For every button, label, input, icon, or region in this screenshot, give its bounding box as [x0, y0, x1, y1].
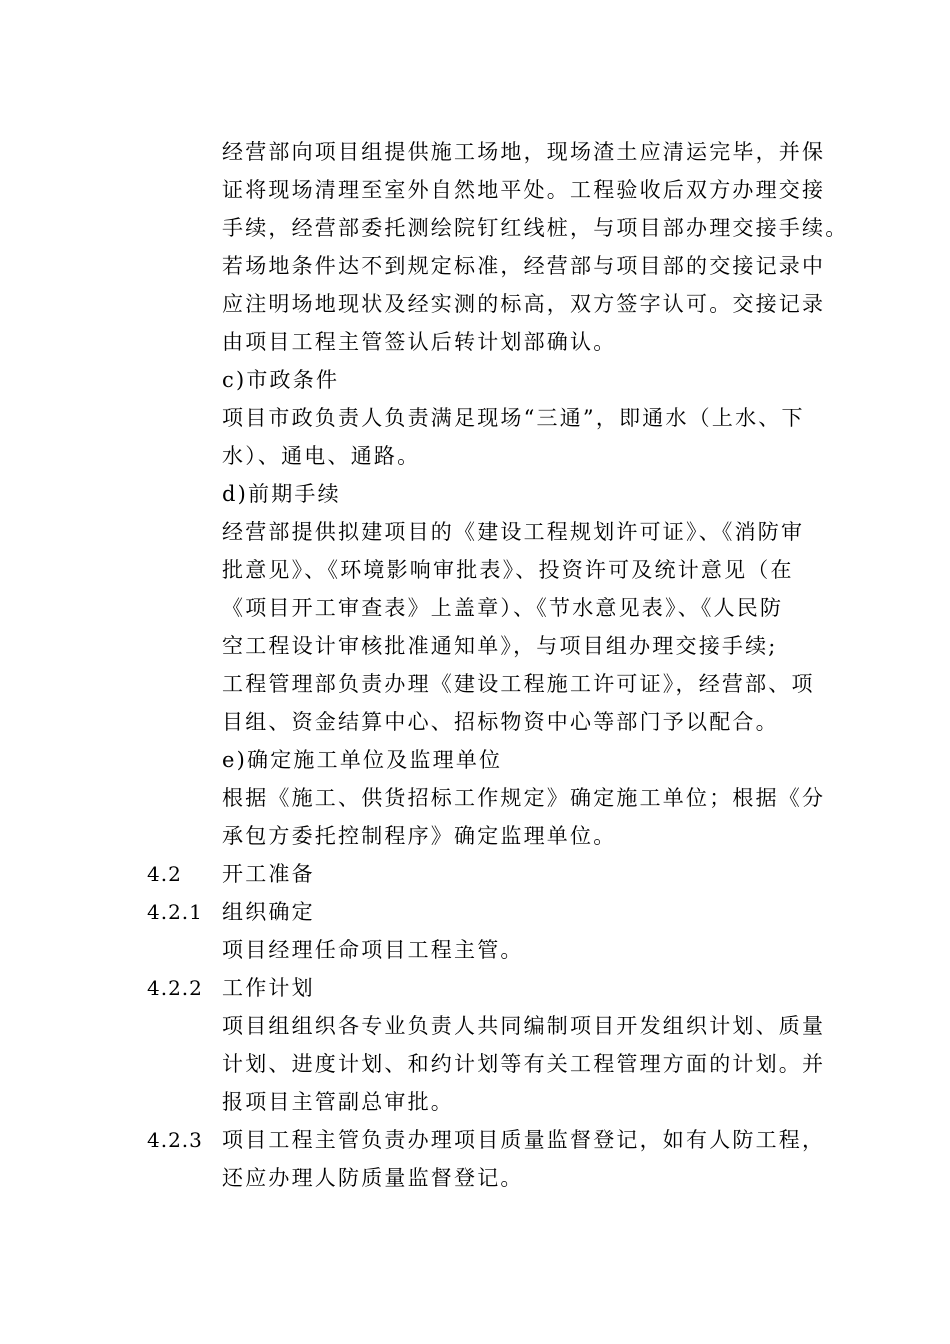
paragraph-line: 若场地条件达不到规定标准，经营部与项目部的交接记录中 [222, 254, 826, 278]
subsection-title-e: e)确定施工单位及监理单位 [222, 748, 503, 772]
section-number: 4.2 [147, 862, 182, 886]
section-number: 4.2.3 [147, 1128, 203, 1152]
paragraph-line: 目组、资金结算中心、招标物资中心等部门予以配合。 [222, 710, 779, 734]
paragraph-line: 证将现场清理至室外自然地平处。工程验收后双方办理交接 [222, 178, 826, 202]
paragraph-line: 经营部提供拟建项目的《建设工程规划许可证》、《消防审 [222, 520, 805, 544]
paragraph-line: 《项目开工审查表》上盖章）、《节水意见表》、《人民防 [222, 596, 784, 620]
paragraph-line: 项目工程主管负责办理项目质量监督登记，如有人防工程， [222, 1128, 826, 1152]
paragraph-line: 空工程设计审核批准通知单》，与项目组办理交接手续; [222, 634, 778, 658]
section-title: 工作计划 [222, 976, 315, 1000]
subsection-title-c: c)市政条件 [222, 368, 340, 392]
paragraph-line: 承包方委托控制程序》确定监理单位。 [222, 824, 617, 848]
section-number: 4.2.1 [147, 900, 203, 924]
paragraph-line: 水）、通电、通路。 [222, 444, 421, 468]
paragraph-line: 根据《施工、供货招标工作规定》确定施工单位；根据《分 [222, 786, 826, 810]
subsection-title-d: d)前期手续 [222, 482, 341, 506]
paragraph-line: 项目市政负责人负责满足现场“三通”，即通水（上水、下 [222, 406, 805, 430]
section-title: 组织确定 [222, 900, 315, 924]
paragraph-line: 批意见》、《环境影响审批表》、投资许可及统计意见（在 [222, 558, 794, 582]
section-number: 4.2.2 [147, 976, 203, 1000]
paragraph-line: 还应办理人防质量监督登记。 [222, 1166, 524, 1190]
paragraph-line: 工程管理部负责办理《建设工程施工许可证》，经营部、项 [222, 672, 815, 696]
paragraph-line: 手续，经营部委托测绘院钉红线桩，与项目部办理交接手续。 [222, 216, 849, 240]
paragraph-line: 项目组组织各专业负责人共同编制项目开发组织计划、质量 [222, 1014, 826, 1038]
paragraph-line: 计划、进度计划、和约计划等有关工程管理方面的计划。并 [222, 1052, 826, 1076]
paragraph-line: 应注明场地现状及经实测的标高，双方签字认可。交接记录 [222, 292, 826, 316]
section-title: 开工准备 [222, 862, 315, 886]
paragraph-line: 经营部向项目组提供施工场地，现场渣土应清运完毕，并保 [222, 140, 826, 164]
paragraph-line: 项目经理任命项目工程主管。 [222, 938, 524, 962]
paragraph-line: 由项目工程主管签认后转计划部确认。 [222, 330, 617, 354]
paragraph-line: 报项目主管副总审批。 [222, 1090, 454, 1114]
